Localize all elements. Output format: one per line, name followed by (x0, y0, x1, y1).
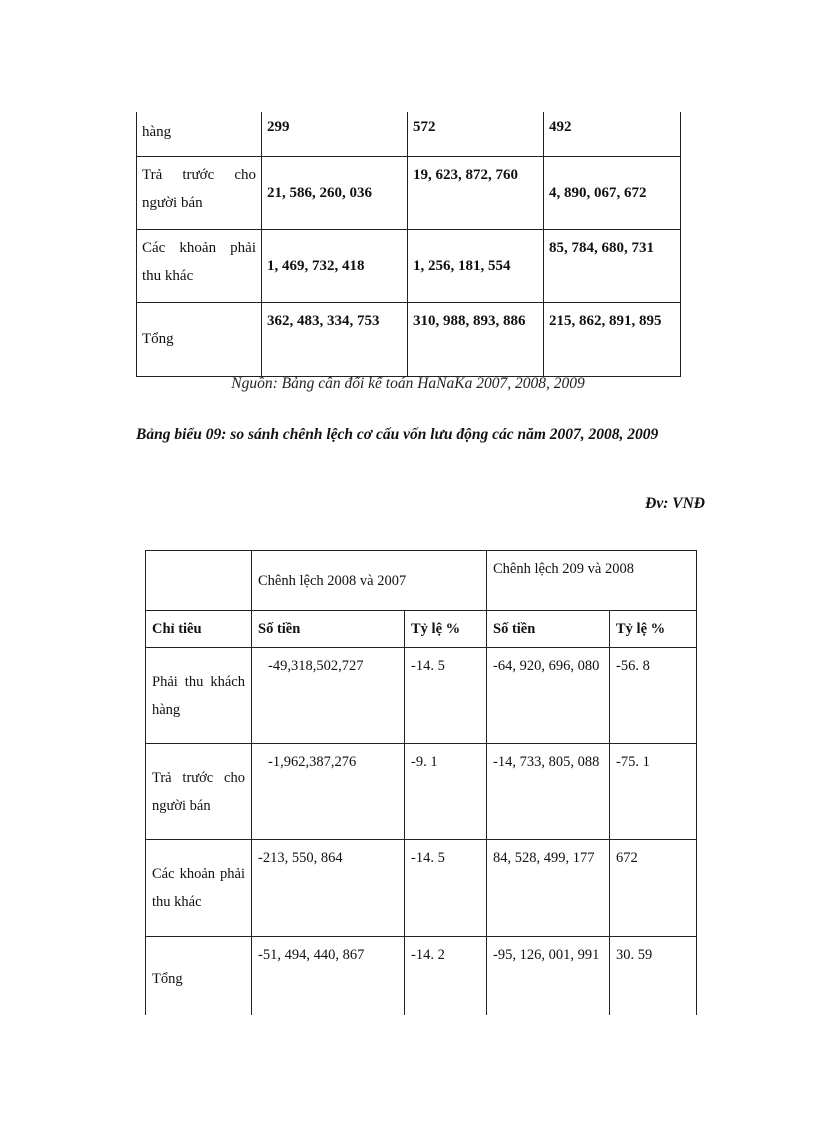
amount-2009-2008: -95, 126, 001, 991 (487, 937, 610, 1015)
source-note: Nguồn: Bảng cân đối kế toán HaNaKa 2007, 2008, 2009 (231, 375, 585, 392)
table-row (137, 229, 681, 302)
value-2007: 299 (262, 112, 408, 156)
value-2007: 21, 586, 260, 036 (262, 156, 408, 229)
table-row (137, 156, 681, 229)
ratio-2008-2007: -9. 1 (405, 744, 487, 840)
group-header-2008-2007: Chênh lệch 2008 và 2007 (252, 551, 487, 611)
ratio-2008-2007: -14. 5 (405, 840, 487, 937)
table-row (137, 302, 681, 376)
value-2007: 362, 483, 334, 753 (262, 302, 408, 376)
table-row (146, 744, 697, 840)
table-row (146, 648, 697, 744)
row-label: hàng (137, 112, 262, 156)
table-row (137, 112, 681, 156)
value-2008: 310, 988, 893, 886 (408, 302, 544, 376)
ratio-2008-2007: -14. 5 (405, 648, 487, 744)
amount-2008-2007: -51, 494, 440, 867 (252, 937, 405, 1015)
amount-2009-2008: -64, 920, 696, 080 (487, 648, 610, 744)
row-label: Trả trước cho người bán (146, 744, 252, 840)
value-2009: 215, 862, 891, 895 (544, 302, 681, 376)
amount-2009-2008: 84, 528, 499, 177 (487, 840, 610, 937)
ratio-2009-2008: 30. 59 (610, 937, 697, 1015)
value-2008: 19, 623, 872, 760 (408, 156, 544, 229)
empty-header-cell (146, 551, 252, 611)
amount-2008-2007: -213, 550, 864 (252, 840, 405, 937)
row-label: Tổng (137, 302, 262, 376)
row-label: Tổng (146, 937, 252, 1015)
indicator-header: Chỉ tiêu (146, 611, 252, 648)
value-2009: 4, 890, 067, 672 (544, 156, 681, 229)
group-header-2009-2008: Chênh lệch 209 và 2008 (487, 551, 697, 611)
value-2008: 1, 256, 181, 554 (408, 229, 544, 302)
amount-2008-2007: -49,318,502,727 (252, 648, 405, 744)
row-label: Trả trước cho người bán (137, 156, 262, 229)
amount-2009-2008: -14, 733, 805, 088 (487, 744, 610, 840)
value-2009: 492 (544, 112, 681, 156)
ratio-header: Tỷ lệ % (405, 611, 487, 648)
ratio-2009-2008: -56. 8 (610, 648, 697, 744)
ratio-2009-2008: -75. 1 (610, 744, 697, 840)
group-header-row (146, 551, 697, 611)
column-header-row (146, 611, 697, 648)
difference-table (145, 550, 697, 1015)
ratio-2009-2008: 672 (610, 840, 697, 937)
table-row (146, 937, 697, 1015)
table-caption: Bảng biểu 09: so sánh chênh lệch cơ cấu vốn lưu động các năm 2007, 2008, 2009 (136, 426, 659, 443)
row-label: Các khoản phải thu khác (137, 229, 262, 302)
value-2007: 1, 469, 732, 418 (262, 229, 408, 302)
table-row (146, 840, 697, 937)
unit-label: Đv: VNĐ (645, 495, 705, 512)
value-2008: 572 (408, 112, 544, 156)
amount-header: Số tiền (487, 611, 610, 648)
ratio-2008-2007: -14. 2 (405, 937, 487, 1015)
ratio-header: Tỷ lệ % (610, 611, 697, 648)
value-2009: 85, 784, 680, 731 (544, 229, 681, 302)
row-label: Phải thu khách hàng (146, 648, 252, 744)
amount-header: Số tiền (252, 611, 405, 648)
amount-2008-2007: -1,962,387,276 (252, 744, 405, 840)
row-label: Các khoản phải thu khác (146, 840, 252, 937)
working-capital-table (136, 112, 681, 377)
